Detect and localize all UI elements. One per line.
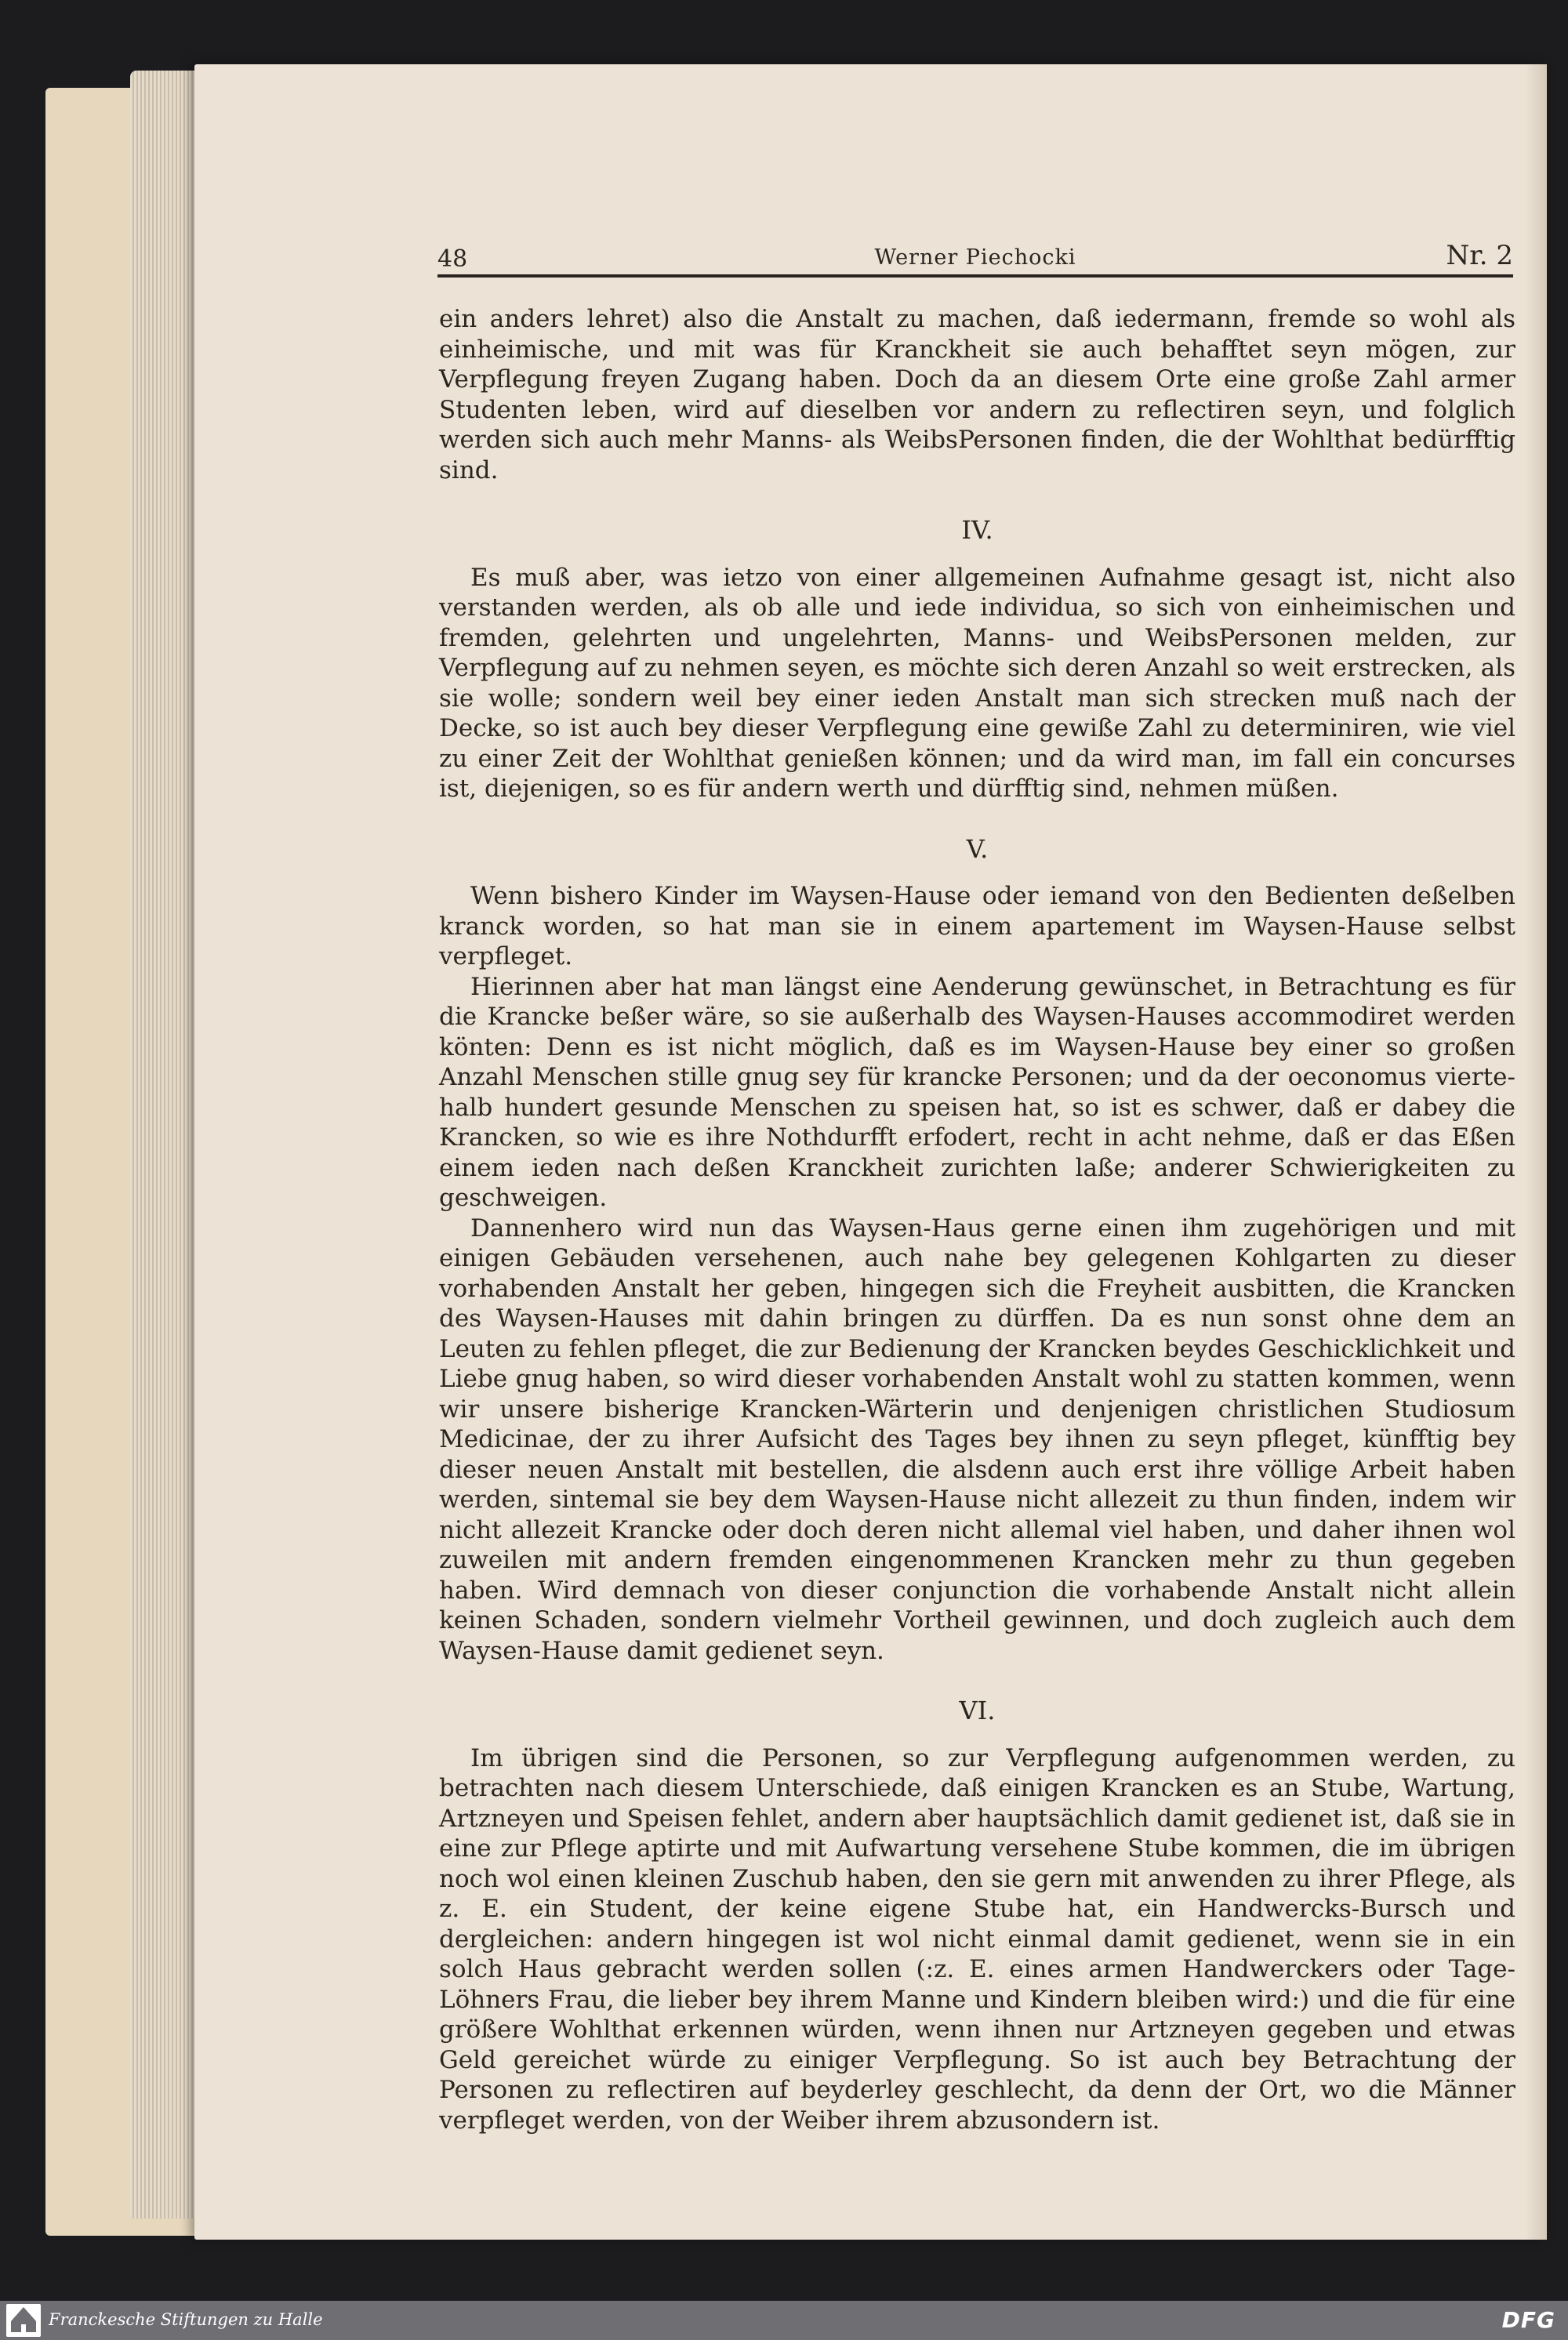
page-body bbox=[439, 304, 1515, 2135]
section-heading-vi: VI. bbox=[959, 1696, 996, 1725]
page-number: 48 bbox=[437, 245, 468, 273]
institution-logo-icon bbox=[6, 2304, 41, 2337]
page-gutter bbox=[1525, 64, 1547, 2240]
issue-number: Nr. 2 bbox=[1446, 240, 1513, 271]
section-heading-v: V. bbox=[966, 833, 989, 864]
paragraph-v-3: Dannenhero wird nun das Waysen-Haus gerne einen ihm zugehörigen und mit einigen Gebäuden versehenen, auch nahe bey gelegenen Kohlgarten zu dieser vorhabenden Anstalt her geben, hingegen sich die Freyheit ausbitten, die Krancken des Waysen-Hauses mit dahin bringen zu dürffen. Da es nun sonst ohne dem an Leuten zu fehlen pfleget, die zur Bedienung der Krancken beydes Geschicklichkeit und Liebe gnug haben, so wird dieser vorhabenden Anstalt wohl zu statten kommen, wenn wir unsere bisherige Krancken-Wärterin und denjenigen christlichen Studiosum Medicinae, der zu ihrer Aufsicht des Tages bey ihnen zu seyn pfleget, künfftig bey dieser neuen Anstalt mit bestellen, die alsdenn auch erst ihre völlige Arbeit haben werden, sintemal sie bey dem Waysen-Hause nicht allezeit zu thun finden, indem wir nicht allezeit Krancke oder doch deren nicht allemal viel haben, und daher ihnen wol zuweilen mit andern fremden eingenommenen Krancken mehr zu thun gegeben haben. Wird demnach von dieser conjunction die vorhabende Anstalt nicht allein keinen Schaden, sondern vielmehr Vortheil gewinnen, und doch zugleich auch dem Waysen-Hause damit gedienet seyn. bbox=[439, 1214, 1515, 1665]
section-heading-iv: IV. bbox=[961, 515, 993, 545]
paragraph-iv-1: Es muß aber, was ietzo von einer allgemeinen Aufnahme gesagt ist, nicht also verstanden werden, als ob alle und iede individua, so sich von einheimischen und fremden, gelehrten und ungelehrten, Manns- und WeibsPersonen melden, zur Verpflegung auf zu nehmen seyen, es möchte sich deren Anzahl so weit erstrecken, als sie wolle; sondern weil bey einer ieden Anstalt man sich strecken muß nach der Decke, so ist auch bey dieser Verpflegung eine gewiße Zahl zu determiniren, wie viel zu einer Zeit der Wohlthat genießen können; und da wird man, im fall ein concurses ist, diejenigen, so es für andern werth und dürfftig sind, nehmen müßen. bbox=[439, 563, 1515, 803]
institution-name: Franckesche Stiftungen zu Halle bbox=[49, 2310, 323, 2329]
running-title: Werner Piechocki bbox=[874, 245, 1076, 270]
paragraph-vi-1: Im übrigen sind die Personen, so zur Verpflegung aufgenommen werden, zu betrachten nach diesem Unterschiede, daß einigen Krancken es an Stube, Wartung, Artzneyen und Speisen fehlet, andern aber hauptsächlich damit gedienet ist, daß sie in eine zur Pflege aptirte und mit Aufwartung versehene Stube kommen, die im übrigen noch wol einen kleinen Zuschub haben, den sie gern mit anwenden zu ihrer Pflege, als z. E. ein Student, der keine eigene Stube hat, ein Handwercks-Bursch und dergleichen: andern hingegen ist wol nicht einmal damit gedienet, wenn sie in ein solch Haus gebracht werden sollen (:z. E. eines armen Handwerckers oder Tage-Löhners Frau, die lieber bey ihrem Manne und Kindern bleiben wird:) und die für eine größere Wohlthat erkennen würden, wenn ihnen nur Artzneyen gegeben und etwas Geld gereichet würde zu einiger Verpflegung. So ist auch bey Betrachtung der Personen zu reflectiren auf beyderley geschlecht, da denn der Ort, wo die Männer verpfleget werden, von der Weiber ihrem abzusondern ist. bbox=[439, 1743, 1515, 2135]
page-header bbox=[437, 169, 1513, 278]
paragraph-v-2: Hierinnen aber hat man längst eine Aenderung gewünschet, in Betrachtung es für die Krancke beßer wäre, so sie außerhalb des Waysen-Hauses accommodiret werden könten: Denn es ist nicht möglich, daß es im Waysen-Hause bey einer so großen Anzahl Menschen stille gnug sey für krancke Personen; und da der oeconomus vierte-halb hundert gesunde Menschen zu speisen hat, so ist es schwer, daß er dabey die Krancken, so wie es ihre Nothdurfft erfodert, recht in acht nehme, daß er das Eßen einem ieden nach deßen Kranckheit zurichten laße; anderer Schwierigkeiten zu geschweigen. bbox=[439, 972, 1515, 1212]
dfg-logo: DFG bbox=[1501, 2307, 1555, 2333]
paragraph-v-1: Wenn bishero Kinder im Waysen-Hause oder iemand von den Bedienten deßelben kranck worden, so hat man sie in einem apartement im Waysen-Hause selbst verpfleget. bbox=[439, 882, 1515, 970]
paragraph-intro: ein anders lehret) also die Anstalt zu machen, daß iedermann, fremde so wohl als einheimische, und mit was für Kranckheit sie auch behafftet seyn mögen, zur Verpflegung freyen Zugang haben. Doch da an diesem Orte eine große Zahl armer Studenten leben, wird auf dieselben vor andern zu reflectiren seyn, und folglich werden sich auch mehr Manns- als WeibsPersonen finden, die der Wohlthat bedürfftig sind. bbox=[439, 305, 1515, 484]
viewer-footer-bar bbox=[0, 2301, 1568, 2340]
